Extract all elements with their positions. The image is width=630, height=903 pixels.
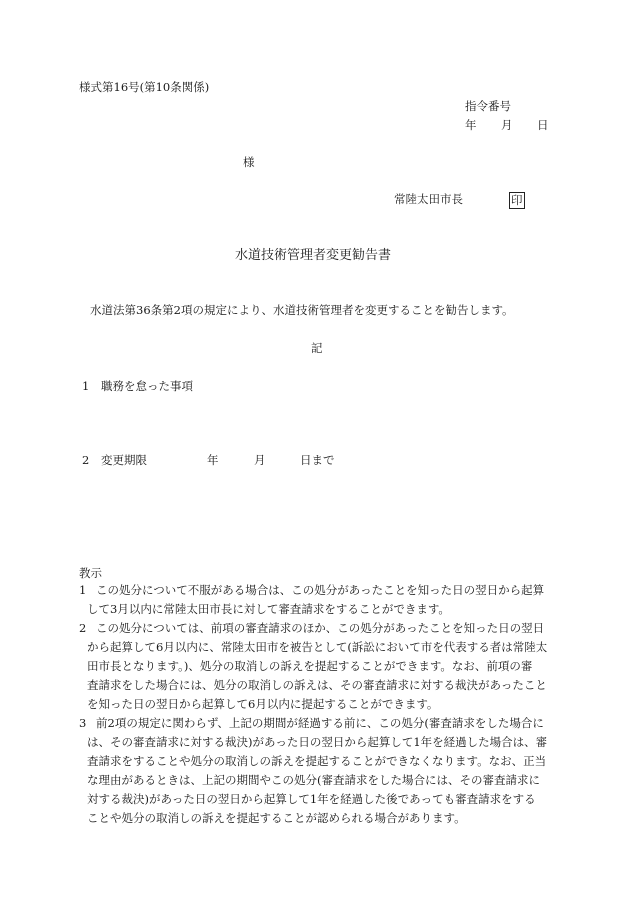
form-number: 様式第16号(第10条関係) [79,80,210,94]
date-day-label: 日 [537,118,549,132]
body-text: 水道法第36条第2項の規定により、水道技術管理者を変更することを勧告します。 [90,303,514,317]
instruction-item-number: 1 [79,583,87,597]
item-2-label: 変更期限 [101,453,147,467]
reference-number-label: 指令番号 [465,99,511,113]
deadline-month-label: 月 [254,453,266,467]
instruction-line: は、その審査請求に対する裁決)があった日の翌日から起算して1年を経過した場合は、審 [87,735,548,749]
instruction-item-2 [79,619,554,714]
issuer-name: 常陸太田市長 [394,192,463,206]
instruction-line: して3月以内に常陸太田市長に対して審査請求をすることができます。 [87,602,450,616]
seal-mark: 印 [511,193,523,207]
instruction-item-1 [79,581,554,619]
instruction-heading: 教示 [79,566,102,580]
instruction-line: 査請求をした場合には、処分の取消しの訴えは、その審査請求に対する裁決があったこと [87,678,547,692]
instruction-line: 査請求をすることや処分の取消しの訴えを提起することができなくなります。なお、正当 [87,754,547,768]
instruction-item-3 [79,714,554,828]
addressee-suffix: 様 [243,155,255,169]
document-title: 水道技術管理者変更勧告書 [235,248,392,263]
instruction-item-number: 3 [79,716,87,730]
deadline-year-label: 年 [207,453,219,467]
instruction-line: を知った日の翌日から起算して6月以内に提起することができます。 [87,697,439,711]
ki-marker: 記 [311,341,323,355]
item-1-label: 職務を怠った事項 [101,379,193,393]
deadline-day-label: 日まで [300,453,335,467]
instruction-item-number: 2 [79,621,87,635]
instruction-line: 田市長となります。)、処分の取消しの訴えを提起することができます。なお、前項の審 [87,659,533,673]
date-year-label: 年 [465,118,477,132]
instruction-line: な理由があるときは、上記の期間やこの処分(審査請求をした場合には、その審査請求に [87,773,540,787]
instruction-line: ことや処分の取消しの訴えを提起することが認められる場合があります。 [87,811,466,825]
item-2-number: 2 [82,453,90,467]
instruction-line: この処分については、前項の審査請求のほか、この処分があったことを知った日の翌日 [96,621,545,635]
item-1-number: 1 [82,379,90,393]
instruction-line: 前2項の規定に関わらず、上記の期間が経過する前に、この処分(審査請求をした場合に [96,716,544,730]
date-month-label: 月 [501,118,513,132]
seal-box [509,192,525,209]
instruction-line: から起算して6月以内に、常陸太田市を被告として(訴訟において市を代表する者は常陸太 [87,640,548,654]
instruction-line: 対する裁決)があった日の翌日から起算して1年を経過した後であっても審査請求をする [87,792,536,806]
instruction-line: この処分について不服がある場合は、この処分があったことを知った日の翌日から起算 [96,583,545,597]
